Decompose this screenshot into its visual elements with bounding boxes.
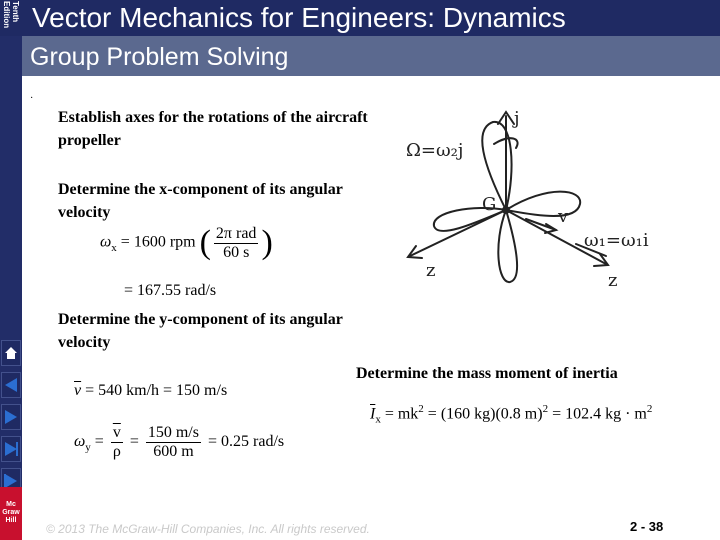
step-moment-of-inertia: Determine the mass moment of inertia [356, 365, 618, 382]
home-icon [3, 345, 19, 361]
label-j: j [514, 108, 520, 129]
label-omega-eq: Ω=ω₂j [406, 140, 464, 161]
page-title: Vector Mechanics for Engineers: Dynamics [32, 2, 566, 33]
label-g: G [482, 194, 497, 215]
subheader-bar [22, 36, 720, 76]
equation-omega-x-result: = 167.55 rad/s [124, 282, 217, 299]
blade-right [506, 192, 580, 216]
edition-line1: Tenth [11, 1, 20, 23]
home-button[interactable] [1, 340, 21, 366]
first-page-button[interactable] [1, 372, 21, 398]
center-g [502, 206, 510, 214]
previous-button[interactable] [1, 404, 21, 430]
step-establish-axes: Establish axes for the rotations of the aircraft propeller [58, 109, 368, 149]
edition-label [0, 0, 22, 36]
label-omega-i: ω₁=ω₁i [584, 230, 649, 251]
publisher-logo: Mc Graw Hill [0, 487, 22, 540]
page-subtitle: Group Problem Solving [30, 43, 289, 71]
next-button[interactable] [1, 436, 21, 462]
first-page-icon [3, 376, 19, 394]
edition-line2: Edition [2, 1, 11, 29]
equation-inertia: $\overline{I}_x = mk^2 = (160$ kg)(0.8 m)$^2$ = 102.4 kg · $m^2$ [370, 403, 653, 426]
blade-down [498, 210, 517, 282]
header-bar [0, 0, 720, 36]
equation-omega-y: $\omega_y$ = $\frac{\overline{v}}{\rho}$ = $\frac{150 m/s}{600 m}$ = 0.25 rad/s [74, 424, 285, 460]
label-z-right: z [608, 270, 618, 291]
step-y-component: Determine the y-component of its angular velocity [58, 311, 343, 351]
equation-velocity: $\overline{v} = 540$ km/h = 150 m/s [74, 382, 228, 399]
page-number: 2 - 38 [630, 519, 664, 534]
bullet-dot: · [30, 93, 34, 104]
label-z-left: z [426, 260, 436, 281]
previous-icon [3, 408, 19, 426]
copyright-footer: © 2013 The McGraw-Hill Companies, Inc. All rights reserved. [46, 522, 370, 536]
propeller-diagram [398, 104, 698, 300]
navigation-sidebar [0, 36, 22, 540]
label-v: v [558, 206, 569, 227]
next-icon [3, 440, 19, 458]
equation-omega-x: $\omega_x = 1600$ rpm ( $\frac{\text{2π rad}}{60 s}$ ) [100, 224, 273, 261]
step-x-component: Determine the x-component of its angular velocity [58, 181, 343, 221]
